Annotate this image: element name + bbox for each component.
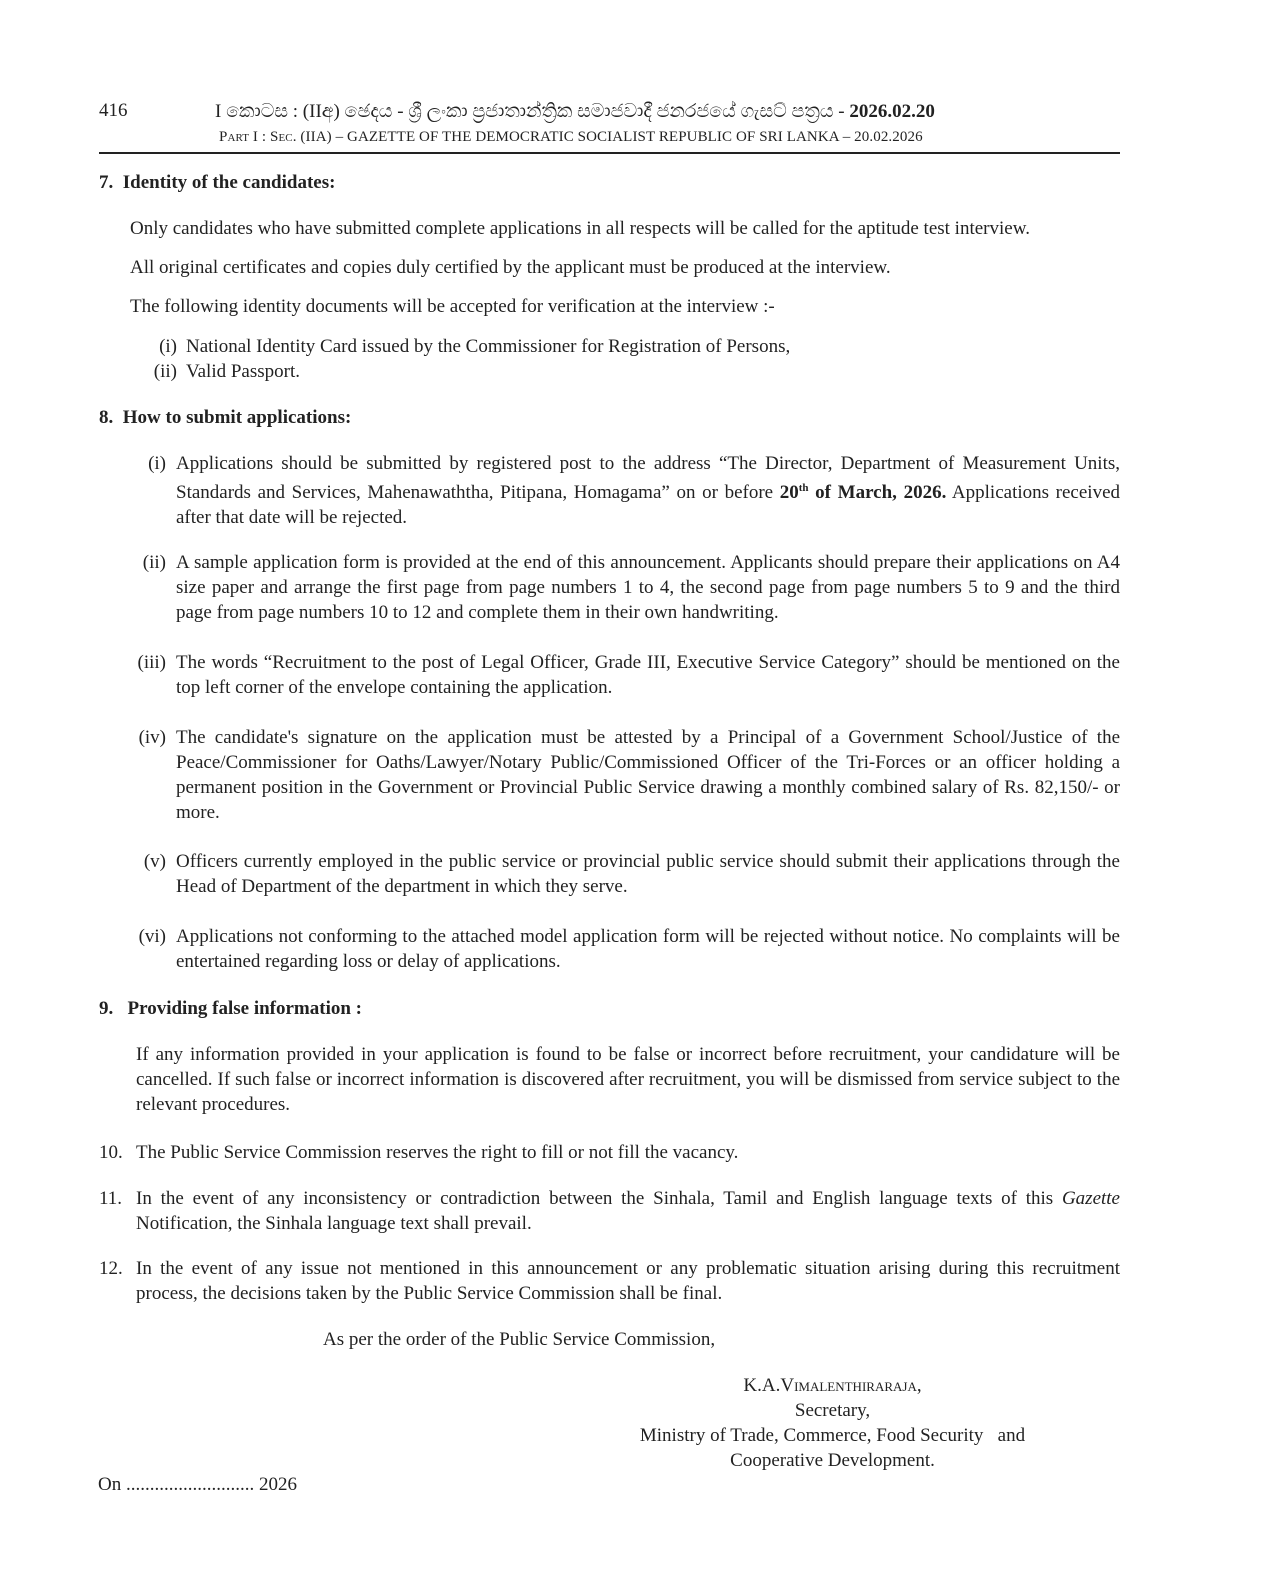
signatory-name: K.A.Vimalenthiraraja, bbox=[743, 1375, 922, 1396]
section-7-para-3: The following identity documents will be accepted for verification at the interview :- bbox=[130, 296, 775, 317]
list-item: A sample application form is provided at the end of this announcement. Applicants should prepare their applications on A4 size paper and arrange the first page from page numbers 1 to 4, the second page from page numbers 5 to 9 and the third page from page numbers 10 to 12 and complete them in their own handwriting. bbox=[176, 552, 1120, 623]
header-sinhala-title: I කොටස : (IIඅ) ඡෙදය - ශ්‍රී ලංකා ප්‍රජාතාන්ත්‍රික සමාජවාදී ජනරජයේ ගැසට් පත්‍රය - bbox=[215, 101, 850, 122]
header-title: (IIA) – GAZETTE OF THE DEMOCRATIC SOCIALIST REPUBLIC OF SRI LANKA – 20.02.2026 bbox=[296, 129, 923, 145]
header-english: Part I : Sec. (IIA) – GAZETTE OF THE DEMOCRATIC SOCIALIST REPUBLIC OF SRI LANKA – 20.02.2026 bbox=[219, 129, 923, 145]
section-9-text: If any information provided in your application is found to be false or incorrect before recruitment, your candidature will be cancelled. If such false or incorrect information is discovered after recruitment, you will be dismissed from service subject to the relevant procedures. bbox=[136, 1044, 1120, 1115]
list-label: (iv) bbox=[138, 727, 166, 748]
list-item: The words “Recruitment to the post of Legal Officer, Grade III, Executive Service Category” should be mentioned on the top left corner of the envelope containing the application. bbox=[176, 652, 1120, 698]
page-number: 416 bbox=[99, 100, 128, 121]
list-label: (i) bbox=[159, 336, 177, 357]
section-11-number: 11. bbox=[99, 1188, 123, 1209]
list-item: Applications should be submitted by registered post to the address “The Director, Department of Measurement Units, Standards and Services, Mahenawaththa, Pitipana, Homagama” on or before 20th of March, 2026. Applications received after that date will be rejected. bbox=[176, 453, 1121, 528]
header-sec: Sec. bbox=[270, 129, 297, 145]
date-line: On ........................... 2026 bbox=[98, 1474, 297, 1495]
signatory-ministry-2: Cooperative Development. bbox=[730, 1450, 935, 1471]
header-part: Part I bbox=[219, 129, 259, 145]
list-item: Officers currently employed in the public service or provincial public service should submit their applications through the Head of Department of the department in which they serve. bbox=[176, 851, 1120, 897]
list-label: (vi) bbox=[138, 926, 166, 947]
section-12-text: In the event of any issue not mentioned in this announcement or any problematic situation arising during this recruitment process, the decisions taken by the Public Service Commission shall be final. bbox=[136, 1258, 1120, 1304]
section-7-heading: 7. Identity of the candidates: bbox=[99, 172, 336, 193]
closing-order: As per the order of the Public Service Commission, bbox=[323, 1329, 716, 1350]
section-11-text: In the event of any inconsistency or contradiction between the Sinhala, Tamil and English language texts of this Gazette Notification, the Sinhala language text shall prevail. bbox=[136, 1188, 1120, 1234]
header-sinhala bbox=[215, 99, 1010, 124]
section-12-number: 12. bbox=[99, 1258, 123, 1279]
list-label: (iii) bbox=[137, 652, 166, 673]
section-7-para-2: All original certificates and copies duly certified by the applicant must be produced at the interview. bbox=[130, 257, 891, 278]
list-item: Valid Passport. bbox=[186, 361, 300, 382]
signatory-ministry-1: Ministry of Trade, Commerce, Food Security and bbox=[639, 1425, 1026, 1446]
list-item: National Identity Card issued by the Commissioner for Registration of Persons, bbox=[186, 336, 791, 357]
header-sinhala-date: 2026.02.20 bbox=[849, 101, 935, 122]
header-rule bbox=[99, 152, 1120, 154]
section-10-number: 10. bbox=[99, 1142, 123, 1163]
list-item: Applications not conforming to the attached model application form will be rejected without notice. No complaints will be entertained regarding loss or delay of applications. bbox=[176, 926, 1120, 972]
list-label: (i) bbox=[148, 453, 166, 474]
list-item: The candidate's signature on the application must be attested by a Principal of a Government School/Justice of the Peace/Commissioner for Oaths/Lawyer/Notary Public/Commissioned Officer of the Tri-Forces or an officer holding a permanent position in the Government or Provincial Public Service drawing a monthly combined salary of Rs. 82,150/- or more. bbox=[176, 727, 1120, 823]
section-10-text: The Public Service Commission reserves the right to fill or not fill the vacancy. bbox=[136, 1142, 739, 1163]
section-8-heading: 8. How to submit applications: bbox=[99, 407, 352, 428]
signatory-title: Secretary, bbox=[794, 1400, 871, 1421]
signature-block bbox=[580, 1373, 1085, 1473]
list-label: (ii) bbox=[142, 552, 166, 573]
section-7-para-1: Only candidates who have submitted complete applications in all respects will be called for the aptitude test interview. bbox=[130, 218, 1030, 239]
section-9-heading: 9. Providing false information : bbox=[99, 998, 363, 1019]
list-label: (v) bbox=[143, 851, 166, 872]
list-label: (ii) bbox=[153, 361, 177, 382]
